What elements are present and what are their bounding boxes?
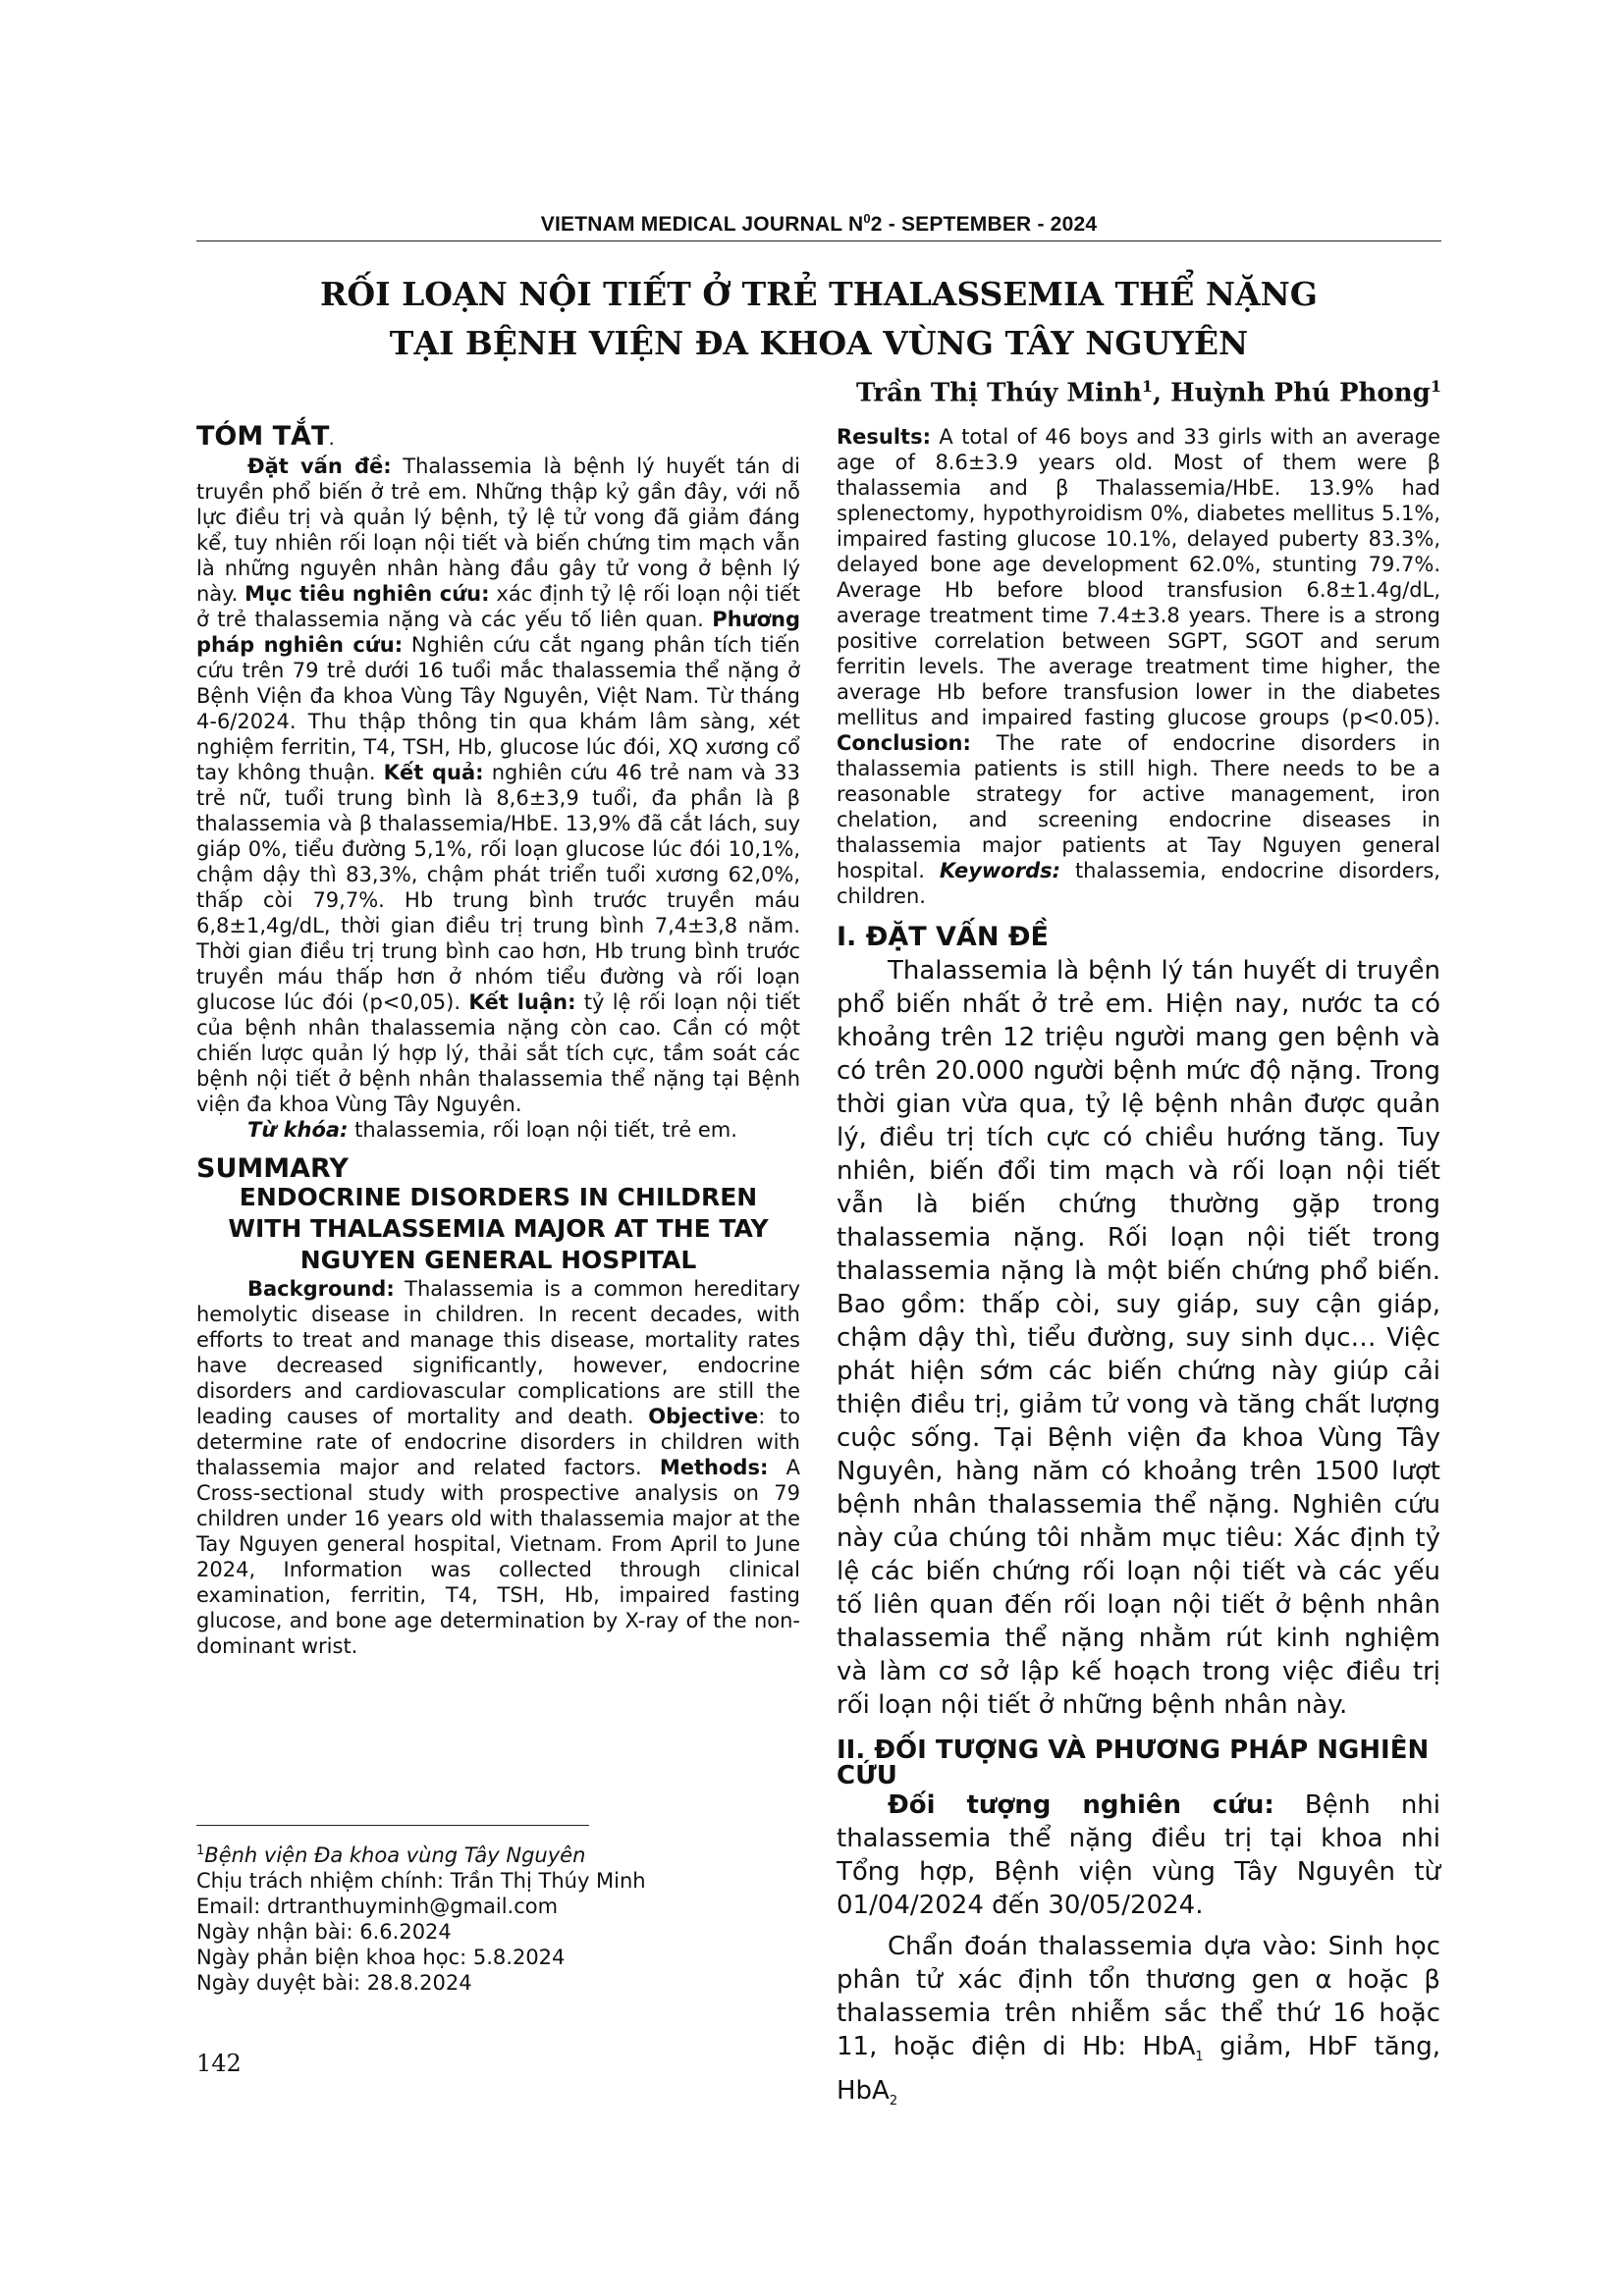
label-ket-qua: Kết quả: <box>383 761 484 784</box>
sub-hba1: 1 <box>1195 2050 1204 2065</box>
authors <box>856 377 1441 408</box>
keywords-vi <box>196 1117 800 1143</box>
title-line-2: TẠI BỆNH VIỆN ĐA KHOA VÙNG TÂY NGUYÊN <box>389 324 1249 362</box>
issue-superscript: 0 <box>863 211 871 226</box>
label-methods: Methods: <box>659 1456 769 1479</box>
label-results: Results: <box>837 425 931 449</box>
journal-header <box>196 211 1441 237</box>
label-keywords: Keywords: <box>939 859 1060 882</box>
header-rule <box>196 240 1441 241</box>
footnote-received: Ngày nhận bài: 6.6.2024 <box>196 1920 452 1944</box>
summary-heading: SUMMARY <box>196 1153 349 1184</box>
text-objective: : to determine rate of endocrine disorders in children with thalassemia major and related factors. <box>196 1405 800 1479</box>
right-column <box>837 424 1440 2118</box>
section-1-heading: I. ĐẶT VẤN ĐỀ <box>837 922 1049 952</box>
footnote-rule <box>196 1825 589 1826</box>
author-sep: , <box>1153 378 1171 408</box>
text-conclusion: The rate of endocrine disorders in thalassemia patients is still high. There needs to be a reasonable strategy for active management, iron chelation, and screening endocrine diseases in thalassemia major patients at Tay Nguyen general hospital. <box>837 731 1440 882</box>
title-line-1: RỐI LOẠN NỘI TIẾT Ở TRẺ THALASSEMIA THỂ NẶNG <box>320 275 1318 313</box>
footnote-affil-sup: 1 <box>196 1843 205 1858</box>
text-dat-van-de: Thalassemia là bệnh lý huyết tán di truyền phổ biến ở trẻ em. Những thập kỷ gần đây, với nỗ lực điều trị và quản lý bệnh, tỷ lệ tử vong đã giảm đáng kể, tuy nhiên rối loạn nội tiết và biến chứng tim mạch vẫn là những nguyên nhân hàng đầu gây tử vong ở bệnh lý này. <box>196 454 800 606</box>
sub-hba2: 2 <box>889 2094 898 2109</box>
footnote-affiliation <box>196 1839 800 1868</box>
author-1-sup: 1 <box>1141 377 1154 396</box>
label-dat-van-de: Đặt vấn đề: <box>247 454 392 478</box>
label-conclusion: Conclusion: <box>837 731 971 755</box>
label-ket-luan: Kết luận: <box>468 990 576 1014</box>
footnote-reviewed: Ngày phản biện khoa học: 5.8.2024 <box>196 1946 566 1969</box>
section-2-doi-tuong <box>837 1789 1440 1922</box>
footnote-affil-text: Bệnh viện Đa khoa vùng Tây Nguyên <box>204 1843 586 1867</box>
label-phuong-phap: Phương pháp nghiên cứu: <box>196 608 800 657</box>
text-phuong-phap: Nghiên cứu cắt ngang phân tích tiến cứu trên 79 trẻ dưới 16 tuổi mắc thalassemia thể nặng ở Bệnh Viện đa khoa Vùng Tây Nguyên, Việt Nam. Từ tháng 4-6/2024. Thu thập thông tin qua khám lâm sàng, xét nghiệm ferritin, T4, TSH, Hb, glucose lúc đói, XQ xương cổ tay không thuận. <box>196 633 800 784</box>
text-keywords: thalassemia, endocrine disorders, children. <box>837 859 1440 908</box>
footnote-email: Email: drtranthuyminh@gmail.com <box>196 1895 559 1918</box>
label-tu-khoa: Từ khóa: <box>247 1118 349 1142</box>
footnote-approved: Ngày duyệt bài: 28.8.2024 <box>196 1971 472 1995</box>
section-2-heading: II. ĐỐI TƯỢNG VÀ PHƯƠNG PHÁP NGHIÊN CỨU <box>837 1735 1430 1790</box>
text-chan-doan-a: Chẩn đoán thalassemia dựa vào: Sinh học phân tử xác định tổn thương gen α hoặc β thalassemia trên nhiễm sắc thể thứ 16 hoặc 11, hoặc điện di Hb: HbA <box>837 1932 1440 2061</box>
text-chan-doan-b: giảm, HbF tăng, HbA <box>837 2032 1440 2107</box>
text-background: Thalassemia is a common hereditary hemolytic disease in children. In recent decades, with efforts to treat and manage this disease, mortality rates have decreased significantly, however, endocrine disorders and cardiovascular complications are still the leading causes of mortality and death. <box>196 1277 800 1428</box>
label-muc-tieu: Mục tiêu nghiên cứu: <box>244 582 490 606</box>
summary-title: ENDOCRINE DISORDERS IN CHILDREN WITH THALASSEMIA MAJOR AT THE TAY NGUYEN GENERAL HOSPITAL <box>228 1183 769 1274</box>
abstract-vi-body <box>196 454 800 1117</box>
abstract-vi-heading-dot: . <box>329 434 334 448</box>
footnote-responsible: Chịu trách nhiệm chính: Trần Thị Thúy Minh <box>196 1869 646 1893</box>
author-2-sup: 1 <box>1430 377 1441 396</box>
label-background: Background: <box>247 1277 395 1301</box>
abstract-vi-heading <box>196 421 800 454</box>
text-muc-tieu: xác định tỷ lệ rối loạn nội tiết ở trẻ thalassemia nặng và các yếu tố liên quan. <box>196 582 800 631</box>
abstract-vi-heading-text: TÓM TẮT <box>196 421 330 452</box>
left-column <box>196 421 800 1659</box>
label-objective: Objective <box>648 1405 759 1428</box>
journal-name: VIETNAM MEDICAL JOURNAL N <box>540 213 864 236</box>
footnote <box>196 1839 800 1996</box>
text-methods: A Cross-sectional study with prospective analysis on 79 children under 16 years old with thalassemia major at the Tay Nguyen general hospital, Vietnam. From April to June 2024, Information was collected through clinical examination, ferritin, T4, TSH, Hb, impaired fasting glucose, and bone age determination by X-ray of the non-dominant wrist. <box>196 1456 800 1658</box>
text-tu-khoa: thalassemia, rối loạn nội tiết, trẻ em. <box>348 1118 737 1142</box>
text-results: A total of 46 boys and 33 girls with an average age of 8.6±3.9 years old. Most of them were β thalassemia and β Thalassemia/HbE. 13.9% had splenectomy, hypothyroidism 0%, diabetes mellitus 5.1%, impaired fasting glucose 10.1%, delayed puberty 83.3%, delayed bone age development 62.0%, stunting 79.7%. Average Hb before blood transfusion 6.8±1.4g/dL, average treatment time 7.4±3.8 years. There is a strong positive correlation between SGPT, SGOT and serum ferritin levels. The average treatment time higher, the average Hb before transfusion lower in the diabetes mellitus and impaired fasting glucose groups (p<0.05). <box>837 425 1440 729</box>
page-number: 142 <box>196 2050 242 2077</box>
summary-body-part-2 <box>837 424 1440 909</box>
author-2: Huỳnh Phú Phong <box>1170 378 1431 408</box>
section-2-chan-doan <box>837 1930 1440 2118</box>
text-doi-tuong: Bệnh nhi thalassemia thể nặng điều trị tại khoa nhi Tổng hợp, Bệnh viện vùng Tây Nguyên từ 01/04/2024 đến 30/05/2024. <box>837 1790 1441 1920</box>
section-1-text: Thalassemia là bệnh lý tán huyết di truyền phổ biến nhất ở trẻ em. Hiện nay, nước ta có khoảng trên 12 triệu người mang gen bệnh và có trên 20.000 người bệnh mức độ nặng. Trong thời gian vừa qua, tỷ lệ bệnh nhân được quản lý, điều trị tích cực có chiều hướng tăng. Tuy nhiên, biến đổi tim mạch và rối loạn nội tiết vẫn là biến chứng thường gặp trong thalassemia nặng. Rối loạn nội tiết trong thalassemia nặng là một biến chứng phổ biến. Bao gồm: thấp còi, suy giáp, suy cận giáp, chậm dậy thì, tiểu đường, suy sinh dục… Việc phát hiện sớm các biến chứng này giúp cải thiện điều trị, giảm tử vong và tăng chất lượng cuộc sống. Tại Bệnh viện đa khoa Vùng Tây Nguyên, hàng năm có khoảng trên 1500 lượt bệnh nhân thalassemia thể nặng. Nghiên cứu này của chúng tôi nhằm mục tiêu: Xác định tỷ lệ các biến chứng rối loạn nội tiết và các yếu tố liên quan đến rối loạn nội tiết ở bệnh nhân thalassemia thể nặng nhằm rút kinh nghiệm và làm cơ sở lập kế hoạch trong việc điều trị rối loạn nội tiết ở những bệnh nhân này. <box>837 956 1440 1720</box>
article-title <box>196 270 1441 368</box>
summary-body-part-1 <box>196 1276 800 1659</box>
label-doi-tuong: Đối tượng nghiên cứu: <box>888 1790 1274 1820</box>
issue-info: 2 - SEPTEMBER - 2024 <box>870 213 1098 236</box>
author-1: Trần Thị Thúy Minh <box>855 378 1142 408</box>
text-ket-luan: tỷ lệ rối loạn nội tiết của bệnh nhân thalassemia nặng còn cao. Cần có một chiến lược quản lý hợp lý, thải sắt tích cực, tầm soát các bệnh nội tiết ở bệnh nhân thalassemia thể nặng tại Bệnh viện đa khoa Vùng Tây Nguyên. <box>196 990 800 1116</box>
text-ket-qua: nghiên cứu 46 trẻ nam và 33 trẻ nữ, tuổi trung bình là 8,6±3,9 tuổi, đa phần là β thalassemia và β thalassemia/HbE. 13,9% đã cắt lách, suy giáp 0%, tiểu đường 5,1%, rối loạn glucose lúc đói 10,1%, chậm dậy thì 83,3%, chậm phát triển tuổi xương 62,0%, thấp còi 79,7%. Hb trung bình trước truyền máu 6,8±1,4g/dL, thời gian điều trị trung bình 7,4±3,8 năm. Thời gian điều trị trung bình cao hơn, Hb trung bình trước truyền máu thấp hơn ở nhóm tiểu đường và rối loạn glucose lúc đói (p<0,05). <box>196 761 800 1014</box>
